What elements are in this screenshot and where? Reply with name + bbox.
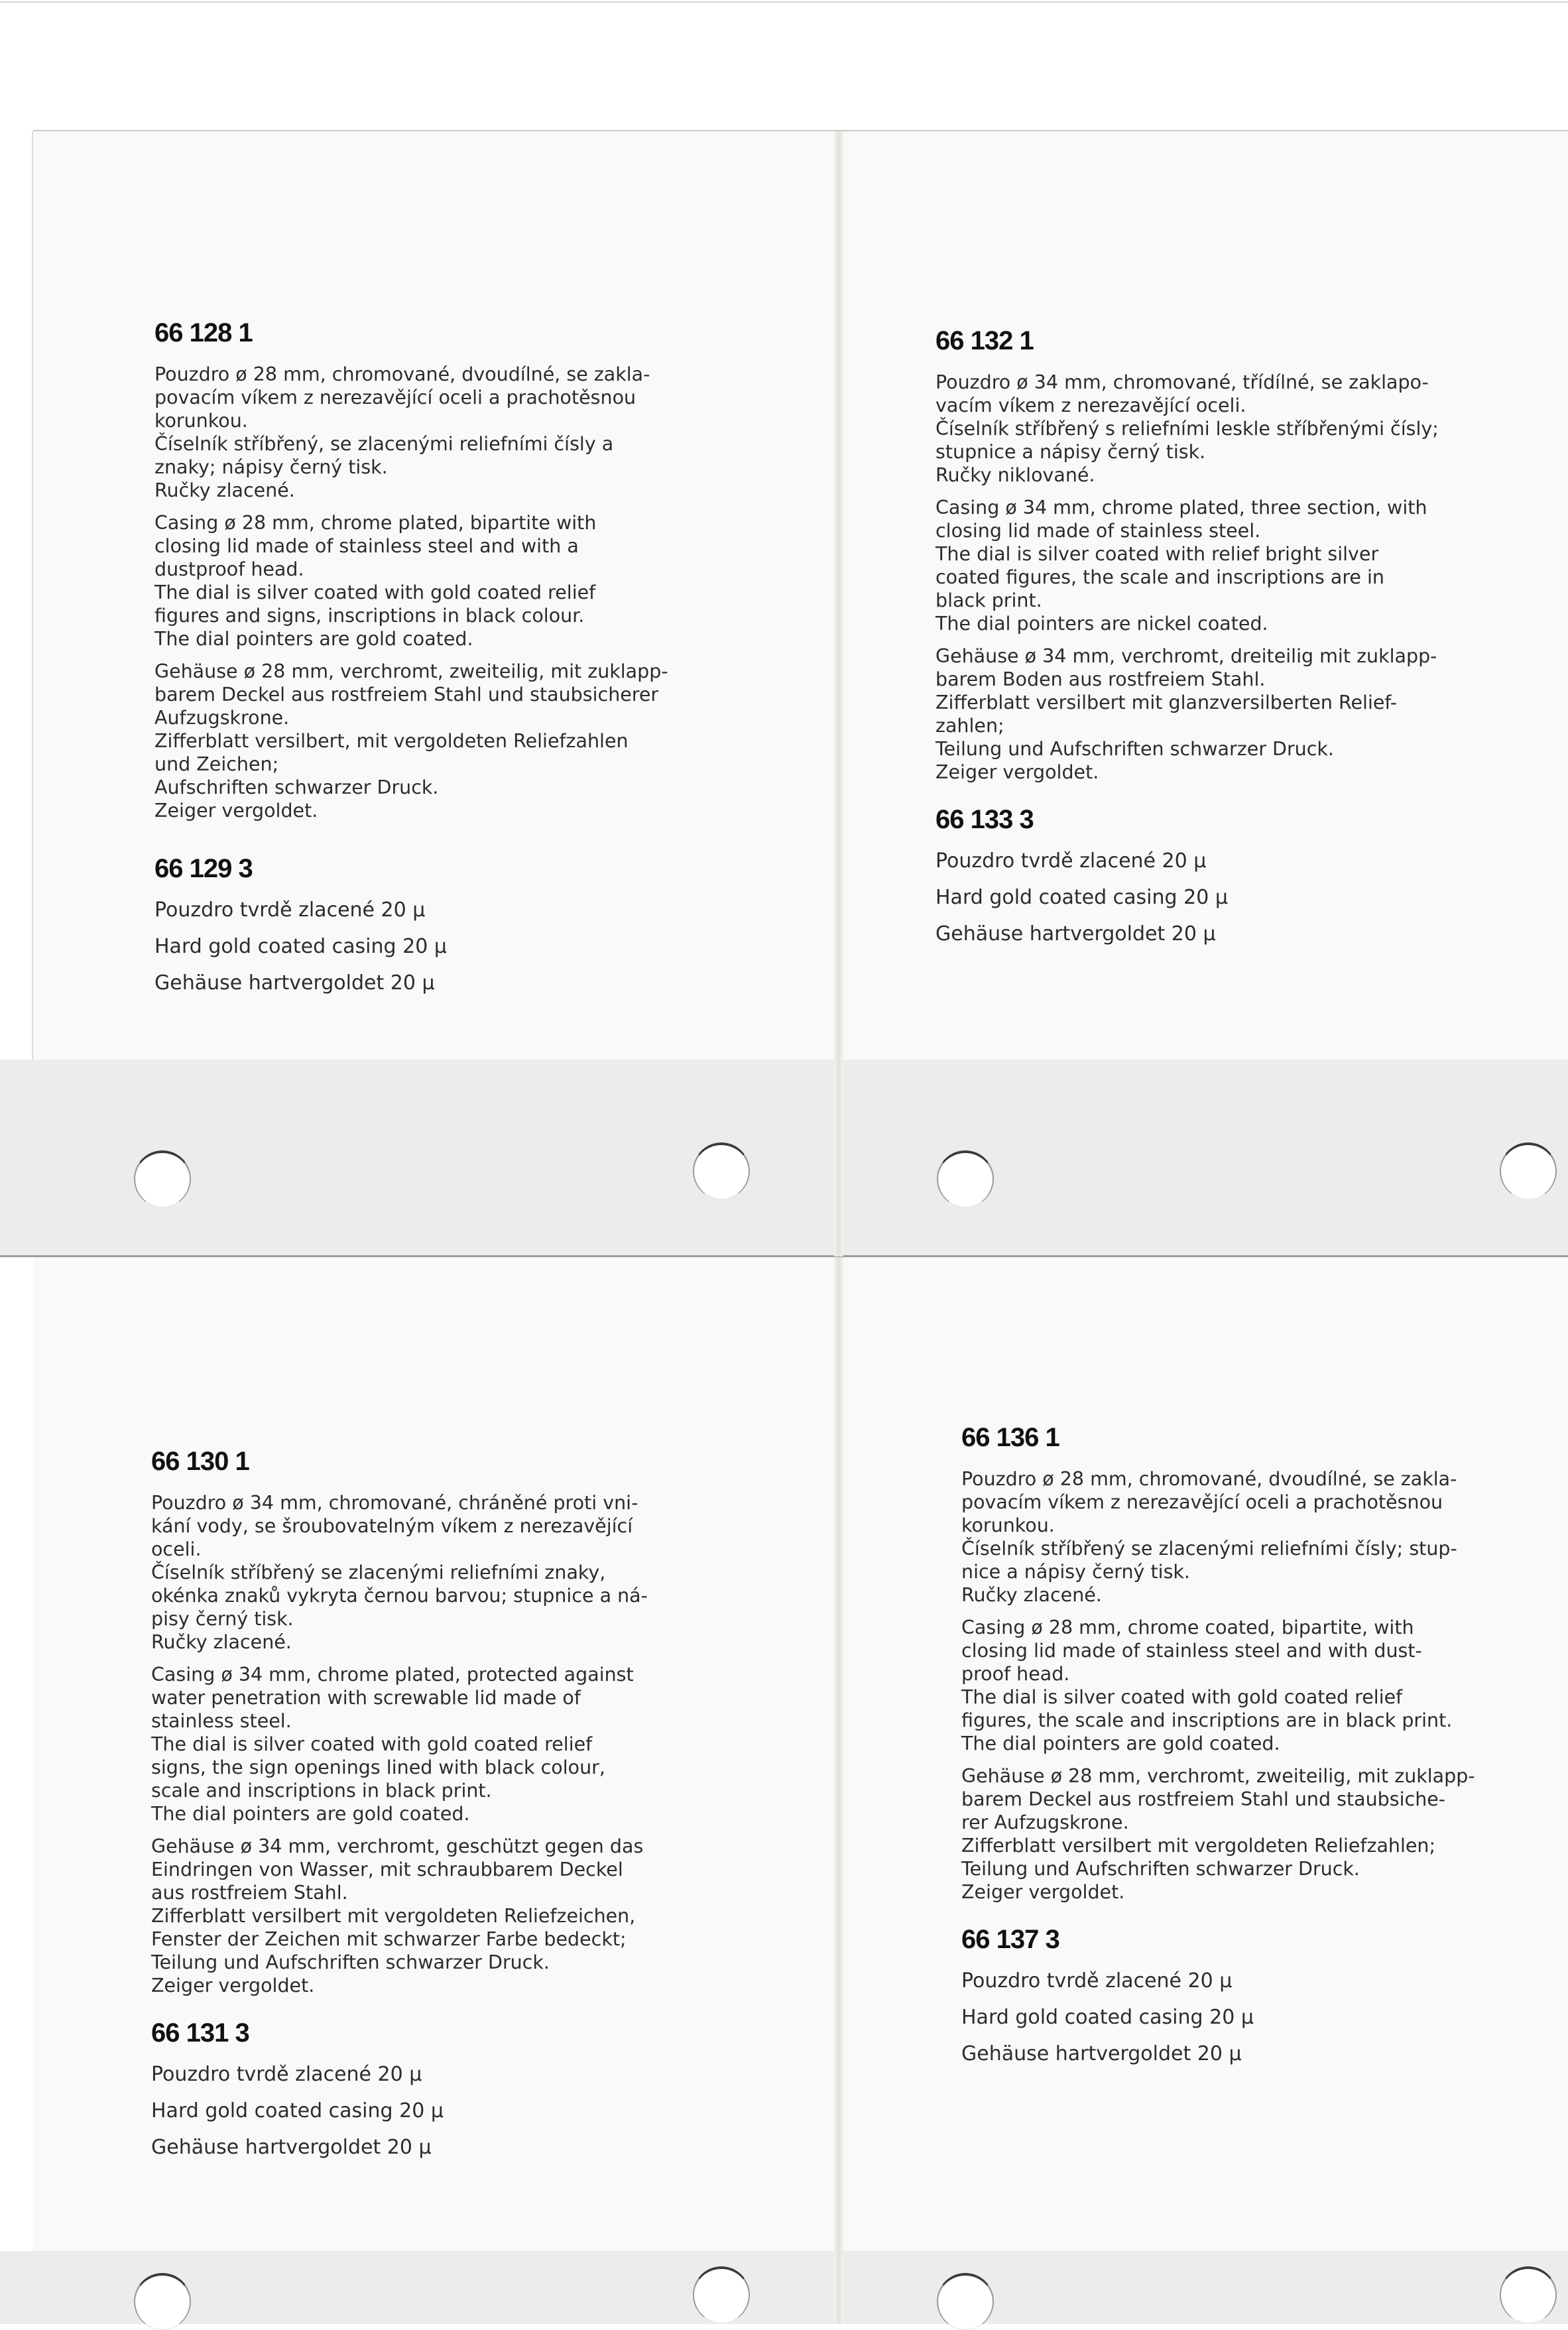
text-line: Casing ø 34 mm, chrome plated, protected against <box>151 1664 634 1686</box>
text-line: Fenster der Zeichen mit schwarzer Farbe bedeckt; <box>151 1928 627 1950</box>
description-german <box>154 660 727 822</box>
binding-strip-bottom <box>0 2251 1568 2324</box>
text-line: The dial is silver coated with gold coated relief <box>154 582 596 603</box>
text-line: Aufzugskrone. <box>154 707 290 729</box>
text-line: Pouzdro ø 28 mm, chromované, dvoudílné, se zakla- <box>961 1468 1457 1490</box>
page-edge-top <box>0 1 1568 3</box>
text-line: barem Boden aus rostfreiem Stahl. <box>935 668 1266 690</box>
text-line: Zeiger vergoldet. <box>154 800 318 822</box>
text-line: The dial pointers are gold coated. <box>154 628 473 650</box>
product-code: 66 132 1 <box>935 326 1034 355</box>
variant-code: 66 129 3 <box>154 854 253 883</box>
description-german <box>935 644 1508 784</box>
description-czech <box>961 1467 1536 1607</box>
text-line: Casing ø 28 mm, chrome plated, bipartite with <box>154 512 597 534</box>
text-line: Číselník stříbřený se zlacenými reliefními znaky, <box>151 1562 606 1583</box>
text-line: und Zeichen; <box>154 753 279 775</box>
text-line: Zeiger vergoldet. <box>935 761 1099 783</box>
text-line: The dial pointers are gold coated. <box>151 1803 470 1825</box>
text-line: Aufschriften schwarzer Druck. <box>154 776 439 798</box>
text-line: dustproof head. <box>154 558 304 580</box>
text-line: vacím víkem z nerezavějící oceli. <box>935 395 1246 416</box>
description-english <box>151 1663 720 1825</box>
sheet-edge-left <box>32 131 33 1060</box>
description-english <box>961 1616 1536 1755</box>
text-line: Ručky zlacené. <box>154 479 295 501</box>
description-english <box>935 496 1508 635</box>
text-line: stainless steel. <box>151 1710 292 1732</box>
punch-hole-icon <box>937 2273 994 2330</box>
text-line: Teilung und Aufschriften schwarzer Druck. <box>961 1858 1360 1880</box>
text-line: Číselník stříbřený se zlacenými reliefními čísly; stup- <box>961 1538 1457 1560</box>
text-line: okénka znaků vykryta černou barvou; stupnice a ná- <box>151 1585 648 1607</box>
text-line: The dial is silver coated with relief bright silver <box>935 543 1379 565</box>
variant-code: 66 137 3 <box>961 1925 1059 1954</box>
description-english <box>154 511 727 650</box>
variant-code: 66 131 3 <box>151 2018 249 2048</box>
text-line: Teilung und Aufschriften schwarzer Druck. <box>935 738 1334 760</box>
text-line: znaky; nápisy černý tisk. <box>154 456 388 478</box>
text-line: kání vody, se šroubovatelným víkem z nerezavějící <box>151 1515 633 1537</box>
text-line: Teilung und Aufschriften schwarzer Druck. <box>151 1951 550 1973</box>
text-line: Pouzdro ø 28 mm, chromované, dvoudílné, se zakla- <box>154 363 650 385</box>
description-czech <box>151 1491 720 1654</box>
variant-czech: Pouzdro tvrdě zlacené 20 μ <box>154 898 426 922</box>
text-line: proof head. <box>961 1663 1070 1685</box>
text-line: barem Deckel aus rostfreiem Stahl und staubsiche- <box>961 1788 1446 1810</box>
binding-strip-top <box>0 1060 1568 1257</box>
product-code: 66 130 1 <box>151 1447 249 1476</box>
text-line: closing lid made of stainless steel and with a <box>154 535 579 557</box>
text-line: Zifferblatt versilbert mit vergoldeten Reliefzeichen, <box>151 1905 636 1927</box>
text-line: Ručky niklované. <box>935 464 1095 486</box>
center-fold-bottom <box>834 1257 843 2324</box>
description-german <box>151 1835 720 1997</box>
punch-hole-icon <box>134 1150 191 1207</box>
variant-german: Gehäuse hartvergoldet 20 μ <box>151 2136 432 2159</box>
punch-hole-icon <box>693 1142 750 1199</box>
text-line: povacím víkem z nerezavějící oceli a prachotěsnou <box>154 387 636 408</box>
description-czech <box>154 363 727 502</box>
text-line: black print. <box>935 589 1042 611</box>
text-line: Zifferblatt versilbert, mit vergoldeten Reliefzahlen <box>154 730 629 752</box>
variant-english: Hard gold coated casing 20 μ <box>961 2006 1254 2029</box>
text-line: Zifferblatt versilbert mit glanzversilberten Relief- <box>935 692 1398 713</box>
punch-hole-icon <box>1500 2266 1557 2323</box>
variant-english: Hard gold coated casing 20 μ <box>935 886 1228 909</box>
product-code: 66 136 1 <box>961 1423 1059 1452</box>
text-line: The dial pointers are nickel coated. <box>935 613 1268 635</box>
text-line: figures and signs, inscriptions in black colour. <box>154 605 585 627</box>
text-line: rer Aufzugskrone. <box>961 1811 1129 1833</box>
text-line: Casing ø 34 mm, chrome plated, three section, with <box>935 497 1427 519</box>
card-66-128-1 <box>154 318 727 1008</box>
text-line: Číselník stříbřený, se zlacenými reliefními čísly a <box>154 433 614 455</box>
text-line: Gehäuse ø 28 mm, verchromt, zweiteilig, mit zuklapp- <box>154 660 668 682</box>
variant-czech: Pouzdro tvrdě zlacené 20 μ <box>961 1969 1233 1993</box>
sheet-edge-middle <box>0 1255 1568 1257</box>
variant-czech: Pouzdro tvrdě zlacené 20 μ <box>151 2063 422 2086</box>
text-line: Eindringen von Wasser, mit schraubbarem Deckel <box>151 1859 623 1880</box>
text-line: closing lid made of stainless steel and with dust- <box>961 1640 1422 1662</box>
text-line: Číselník stříbřený s reliefními leskle stříbřenými čísly; <box>935 418 1439 440</box>
text-line: Zeiger vergoldet. <box>151 1975 315 1996</box>
variant-czech: Pouzdro tvrdě zlacené 20 μ <box>935 849 1207 873</box>
center-fold-top <box>834 131 843 1257</box>
text-line: Casing ø 28 mm, chrome coated, bipartite, with <box>961 1617 1414 1638</box>
description-czech <box>935 371 1508 487</box>
punch-hole-icon <box>693 2266 750 2323</box>
text-line: signs, the sign openings lined with black colour, <box>151 1756 605 1778</box>
punch-hole-icon <box>134 2273 191 2330</box>
text-line: aus rostfreiem Stahl. <box>151 1882 348 1904</box>
text-line: Gehäuse ø 34 mm, verchromt, geschützt gegen das <box>151 1835 644 1857</box>
variant-german: Gehäuse hartvergoldet 20 μ <box>961 2042 1242 2065</box>
text-line: barem Deckel aus rostfreiem Stahl und staubsicherer <box>154 684 659 705</box>
text-line: The dial is silver coated with gold coated relief <box>151 1733 593 1755</box>
text-line: pisy černý tisk. <box>151 1608 294 1630</box>
text-line: Ručky zlacené. <box>151 1631 292 1653</box>
text-line: stupnice a nápisy černý tisk. <box>935 441 1206 463</box>
card-66-132-1 <box>935 326 1508 959</box>
text-line: Zifferblatt versilbert mit vergoldeten Reliefzahlen; <box>961 1835 1436 1857</box>
text-line: Ručky zlacené. <box>961 1584 1102 1606</box>
text-line: korunkou. <box>154 410 248 432</box>
variant-english: Hard gold coated casing 20 μ <box>154 935 447 958</box>
card-66-136-1 <box>961 1423 1536 2079</box>
text-line: The dial pointers are gold coated. <box>961 1733 1280 1754</box>
sheet-edge-top <box>33 130 1568 131</box>
variant-english: Hard gold coated casing 20 μ <box>151 2099 444 2122</box>
text-line: scale and inscriptions in black print. <box>151 1780 492 1802</box>
description-german <box>961 1764 1536 1904</box>
variant-german: Gehäuse hartvergoldet 20 μ <box>935 922 1216 946</box>
punch-hole-icon <box>1500 1142 1557 1199</box>
card-66-130-1 <box>151 1447 720 2172</box>
variant-german: Gehäuse hartvergoldet 20 μ <box>154 971 435 995</box>
text-line: povacím víkem z nerezavějící oceli a prachotěsnou <box>961 1491 1443 1513</box>
text-line: The dial is silver coated with gold coated relief <box>961 1686 1403 1708</box>
text-line: korunkou. <box>961 1514 1055 1536</box>
text-line: Zeiger vergoldet. <box>961 1881 1125 1903</box>
text-line: Pouzdro ø 34 mm, chromované, třídílné, se zaklapo- <box>935 371 1429 393</box>
text-line: Gehäuse ø 34 mm, verchromt, dreiteilig mit zuklapp- <box>935 645 1437 667</box>
text-line: zahlen; <box>935 715 1004 737</box>
text-line: Pouzdro ø 34 mm, chromované, chráněné proti vni- <box>151 1492 638 1514</box>
text-line: water penetration with screwable lid made of <box>151 1687 581 1709</box>
text-line: closing lid made of stainless steel. <box>935 520 1261 542</box>
text-line: Gehäuse ø 28 mm, verchromt, zweiteilig, mit zuklapp- <box>961 1765 1475 1787</box>
text-line: figures, the scale and inscriptions are in black print. <box>961 1709 1453 1731</box>
text-line: coated figures, the scale and inscriptions are in <box>935 566 1384 588</box>
product-code: 66 128 1 <box>154 318 253 347</box>
text-line: nice a nápisy černý tisk. <box>961 1561 1190 1583</box>
text-line: oceli. <box>151 1538 202 1560</box>
punch-hole-icon <box>937 1150 994 1207</box>
variant-code: 66 133 3 <box>935 805 1034 834</box>
